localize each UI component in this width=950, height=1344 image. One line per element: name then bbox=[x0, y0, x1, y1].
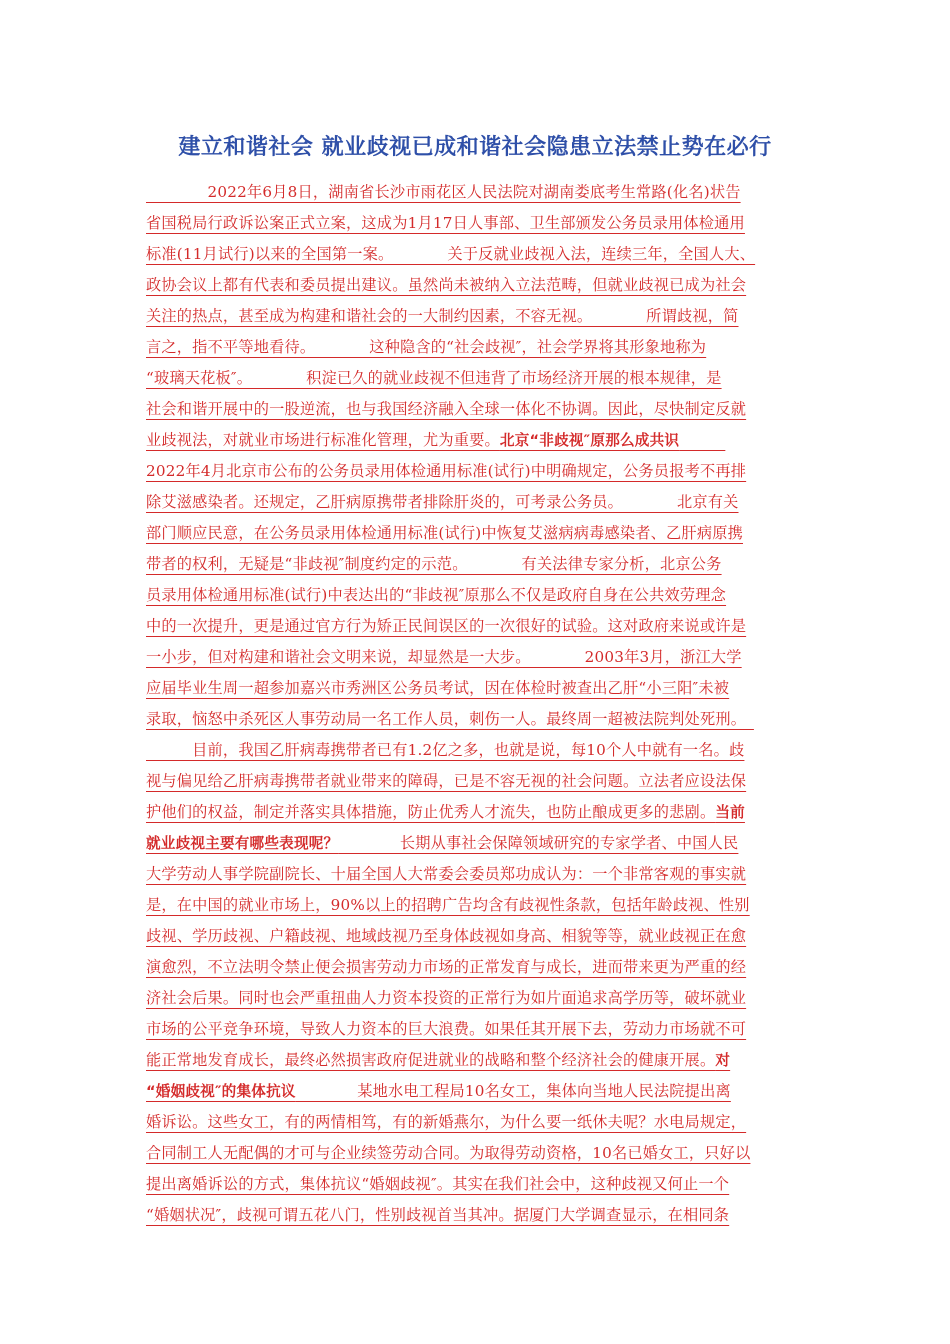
text-line bbox=[146, 704, 826, 735]
text-line bbox=[146, 270, 826, 301]
line-text: 2022年6月8日，湖南省长沙市雨花区人民法院对湖南娄底考生常路(化名)状告 bbox=[146, 183, 741, 201]
line-text: 录取，恼怒中杀死区人事劳动局一名工作人员，刺伤一人。最终周一超被法院判处死刑。 bbox=[146, 710, 754, 728]
text-line bbox=[146, 456, 826, 487]
line-text: 市场的公平竞争环境，导致人力资本的巨大浪费。如果任其开展下去，劳动力市场就不可 bbox=[146, 1020, 747, 1038]
text-line bbox=[146, 952, 826, 983]
line-text: 护他们的权益，制定并落实具体措施，防止优秀人才流失，也防止酿成更多的悲剧。 bbox=[146, 803, 716, 821]
section-heading: 就业歧视主要有哪些表现呢？ bbox=[146, 835, 339, 852]
text-line bbox=[146, 983, 826, 1014]
line-text: 婚诉讼。这些女工，有的两情相笃，有的新婚燕尔，为什么要一纸休夫呢？水电局规定， bbox=[146, 1113, 747, 1131]
line-text: 政协会议上都有代表和委员提出建议。虽然尚未被纳入立法范畴，但就业歧视已成为社会 bbox=[146, 276, 747, 294]
text-line bbox=[146, 1076, 826, 1107]
text-line bbox=[146, 890, 826, 921]
document-title: 建立和谐社会 就业歧视已成和谐社会隐患立法禁止势在必行 bbox=[178, 135, 772, 160]
text-line bbox=[146, 859, 826, 890]
line-text: 言之，指不平等地看待。 这种隐含的“社会歧视″，社会学界将其形象地称为 bbox=[146, 338, 707, 356]
line-text: 员录用体检通用标准(试行)中表达出的“非歧视″原那么不仅是政府自身在公共效劳理念 bbox=[146, 586, 727, 604]
line-text: 业歧视法，对就业市场进行标准化管理，尤为重要。 bbox=[146, 431, 500, 449]
text-line bbox=[146, 177, 826, 208]
line-text-continued bbox=[679, 431, 725, 449]
text-line bbox=[146, 363, 826, 394]
text-line bbox=[146, 797, 826, 828]
line-text: 济社会后果。同时也会严重扭曲人力资本投资的正常行为如片面追求高学历等，破坏就业 bbox=[146, 989, 747, 1007]
line-text: 关注的热点，甚至成为构建和谐社会的一大制约因素，不容无视。 所谓歧视，简 bbox=[146, 307, 739, 325]
line-text: “玻璃天花板″。 积淀已久的就业歧视不但违背了市场经济开展的根本规律，是 bbox=[146, 369, 722, 387]
text-line bbox=[146, 1107, 826, 1138]
text-line bbox=[146, 1045, 826, 1076]
text-line bbox=[146, 1169, 826, 1200]
section-heading: 对 bbox=[715, 1052, 731, 1069]
line-text: 社会和谐开展中的一股逆流，也与我国经济融入全球一体化不协调。因此，尽快制定反就 bbox=[146, 400, 747, 418]
text-line bbox=[146, 1138, 826, 1169]
section-heading: “婚姻歧视″的集体抗议 bbox=[146, 1083, 296, 1100]
line-text: 演愈烈，不立法明令禁止便会损害劳动力市场的正常发育与成长，进而带来更为严重的经 bbox=[146, 958, 747, 976]
text-line bbox=[146, 673, 826, 704]
line-text: 中的一次提升，更是通过官方行为矫正民间误区的一次很好的试验。这对政府来说或许是 bbox=[146, 617, 747, 635]
line-text: 部门顺应民意，在公务员录用体检通用标准(试行)中恢复艾滋病病毒感染者、乙肝病原携 bbox=[146, 524, 743, 542]
line-text: 大学劳动人事学院副院长、十届全国人大常委会委员郑功成认为：一个非常客观的事实就 bbox=[146, 865, 747, 883]
text-line bbox=[146, 487, 826, 518]
text-line bbox=[146, 1200, 826, 1231]
line-text: 一小步，但对构建和谐社会文明来说，却显然是一大步。 2003年3月，浙江大学 bbox=[146, 648, 742, 666]
line-text: 除艾滋感染者。还规定，乙肝病原携带者排除肝炎的，可考录公务员。 北京有关 bbox=[146, 493, 739, 511]
text-line bbox=[146, 611, 826, 642]
line-text: 能正常地发育成长，最终必然损害政府促进就业的战略和整个经济社会的健康开展。 bbox=[146, 1051, 716, 1069]
text-line bbox=[146, 549, 826, 580]
line-text: “婚姻状况″，歧视可谓五花八门，性别歧视首当其冲。据厦门大学调查显示，在相同条 bbox=[146, 1206, 730, 1224]
line-text: 提出离婚诉讼的方式，集体抗议“婚姻歧视″。其实在我们社会中，这种歧视又何止一个 bbox=[146, 1175, 730, 1193]
text-line bbox=[146, 208, 826, 239]
line-text-continued: 长期从事社会保障领域研究的专家学者、中国人民 bbox=[338, 834, 739, 852]
text-line bbox=[146, 1014, 826, 1045]
text-line bbox=[146, 394, 826, 425]
document-body bbox=[146, 177, 826, 1231]
text-line bbox=[146, 301, 826, 332]
text-line bbox=[146, 425, 826, 456]
text-line bbox=[146, 580, 826, 611]
line-text: 应届毕业生周一超参加嘉兴市秀洲区公务员考试，因在体检时被查出乙肝“小三阳″未被 bbox=[146, 679, 730, 697]
section-heading: 北京“非歧视″原那么成共识 bbox=[499, 432, 680, 449]
line-text: 是，在中国的就业市场上，90%以上的招聘广告均含有歧视性条款，包括年龄歧视、性别 bbox=[146, 896, 750, 914]
line-text: 合同制工人无配偶的才可与企业续签劳动合同。为取得劳动资格，10名已婚女工，只好以 bbox=[146, 1144, 751, 1162]
line-text: 目前，我国乙肝病毒携带者已有1.2亿之多，也就是说，每10个人中就有一名。歧 bbox=[146, 741, 745, 759]
text-line bbox=[146, 642, 826, 673]
text-line bbox=[146, 332, 826, 363]
text-line bbox=[146, 766, 826, 797]
line-text: 歧视、学历歧视、户籍歧视、地域歧视乃至身体歧视如身高、相貌等等，就业歧视正在愈 bbox=[146, 927, 747, 945]
text-line bbox=[146, 518, 826, 549]
text-line bbox=[146, 735, 826, 766]
line-text: 2022年4月北京市公布的公务员录用体检通用标准(试行)中明确规定，公务员报考不再排 bbox=[146, 462, 747, 480]
section-heading: 当前 bbox=[715, 804, 745, 821]
line-text-continued: 某地水电工程局10名女工，集体向当地人民法院提出离 bbox=[295, 1082, 731, 1100]
text-line bbox=[146, 239, 826, 270]
text-line bbox=[146, 921, 826, 952]
text-line bbox=[146, 828, 826, 859]
line-text: 省国税局行政诉讼案正式立案，这成为1月17日人事部、卫生部颁发公务员录用体检通用 bbox=[146, 214, 745, 232]
line-text: 视与偏见给乙肝病毒携带者就业带来的障碍，已是不容无视的社会问题。立法者应设法保 bbox=[146, 772, 747, 790]
line-text: 带者的权利，无疑是“非歧视″制度约定的示范。 有关法律专家分析，北京公务 bbox=[146, 555, 722, 573]
line-text: 标准(11月试行)以来的全国第一案。 关于反就业歧视入法，连续三年，全国人大、 bbox=[146, 245, 756, 263]
